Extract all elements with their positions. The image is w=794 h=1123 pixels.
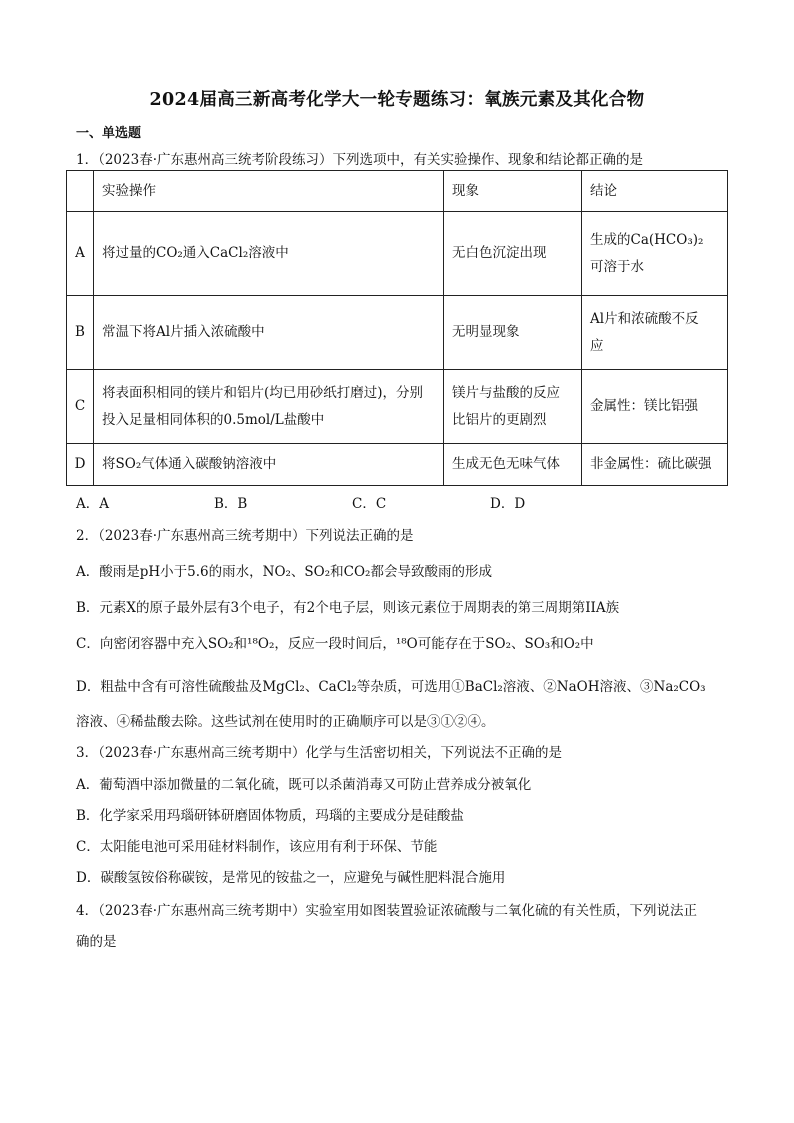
conclusion-cell: 金属性：镁比铝强: [582, 370, 728, 444]
row-key: B: [67, 296, 94, 370]
conclusion-line: Al片和浓硫酸不反: [590, 310, 699, 327]
option-d[interactable]: D．D: [490, 496, 526, 512]
table-row: [67, 370, 728, 444]
operation-line: 投入足量相同体积的0.5mol/L盐酸中: [102, 411, 325, 428]
option-b[interactable]: B．B: [214, 496, 248, 512]
operation-cell: 常温下将Al片插入浓硫酸中: [94, 296, 444, 370]
operation-cell: [94, 370, 444, 444]
option-a[interactable]: A．A: [76, 496, 109, 512]
question-3-stem: 3．（2023春·广东惠州高三统考期中）化学与生活密切相关，下列说法不正确的是: [76, 745, 562, 761]
question-1-options: [76, 492, 636, 512]
row-key: C: [67, 370, 94, 444]
conclusion-line: 可溶于水: [590, 258, 644, 275]
table-row: [67, 296, 728, 370]
question-2-option-d[interactable]: D．粗盐中含有可溶性硫酸盐及MgCl₂、CaCl₂等杂质，可选用①BaCl₂溶液、②NaOH溶液、③Na₂CO₃: [76, 679, 706, 695]
observation-cell: [444, 370, 582, 444]
observation-cell: 无白色沉淀出现: [444, 212, 582, 296]
operation-line: 将表面积相同的镁片和铝片(均已用砂纸打磨过)，分别: [102, 384, 424, 401]
table-row: [67, 212, 728, 296]
row-key: D: [67, 444, 94, 486]
question-1-table: [66, 170, 728, 486]
question-3-option-c[interactable]: C．太阳能电池可采用硅材料制作，该应用有利于环保、节能: [76, 839, 438, 855]
question-3-option-d[interactable]: D．碳酸氢铵俗称碳铵，是常见的铵盐之一，应避免与碱性肥料混合施用: [76, 870, 506, 886]
row-key: A: [67, 212, 94, 296]
question-2-stem: 2．（2023春·广东惠州高三统考期中）下列说法正确的是: [76, 528, 414, 544]
section-heading: 一、单选题: [76, 126, 142, 141]
operation-cell: 将SO₂气体通入碳酸钠溶液中: [94, 444, 444, 486]
question-1-stem: 1．（2023春·广东惠州高三统考阶段练习）下列选项中，有关实验操作、现象和结论都正确的是: [76, 152, 643, 168]
observation-line: 比铝片的更剧烈: [452, 411, 547, 428]
conclusion-cell: [582, 212, 728, 296]
operation-cell: 将过量的CO₂通入CaCl₂溶液中: [94, 212, 444, 296]
table-row: [67, 444, 728, 486]
question-4-stem: 4．（2023春·广东惠州高三统考期中）实验室用如图装置验证浓硫酸与二氧化硫的有关性质，下列说法正: [76, 903, 697, 919]
document-title: 2024届高三新高考化学大一轮专题练习：氧族元素及其化合物: [149, 90, 645, 110]
question-2-option-a[interactable]: A．酸雨是pH小于5.6的雨水，NO₂、SO₂和CO₂都会导致酸雨的形成: [76, 564, 492, 580]
question-3-option-a[interactable]: A．葡萄酒中添加微量的二氧化硫，既可以杀菌消毒又可防止营养成分被氧化: [76, 777, 532, 793]
question-4-stem-continued: 确的是: [76, 934, 117, 950]
option-c[interactable]: C．C: [352, 496, 387, 512]
conclusion-line: 生成的Ca(HCO₃)₂: [590, 231, 704, 248]
question-3-option-b[interactable]: B．化学家采用玛瑙研钵研磨固体物质，玛瑙的主要成分是硅酸盐: [76, 808, 464, 824]
table-header-cell: [67, 171, 94, 212]
observation-cell: 无明显现象: [444, 296, 582, 370]
question-2-option-c[interactable]: C．向密闭容器中充入SO₂和¹⁸O₂，反应一段时间后，¹⁸O可能存在于SO₂、SO₃和O₂中: [76, 636, 594, 652]
table-header-row: [67, 171, 728, 212]
conclusion-cell: [582, 296, 728, 370]
question-2-option-b[interactable]: B．元素X的原子最外层有3个电子，有2个电子层，则该元素位于周期表的第三周期第IIA族: [76, 600, 620, 616]
table-header-cell: 现象: [444, 171, 582, 212]
question-2-option-d-continued: 溶液、④稀盐酸去除。这些试剂在使用时的正确顺序可以是③①②④。: [76, 714, 495, 730]
conclusion-cell: 非金属性：硫比碳强: [582, 444, 728, 486]
observation-line: 镁片与盐酸的反应: [452, 384, 560, 401]
conclusion-line: 应: [590, 337, 604, 354]
table-header-cell: 结论: [582, 171, 728, 212]
observation-cell: 生成无色无味气体: [444, 444, 582, 486]
table-header-cell: 实验操作: [94, 171, 444, 212]
